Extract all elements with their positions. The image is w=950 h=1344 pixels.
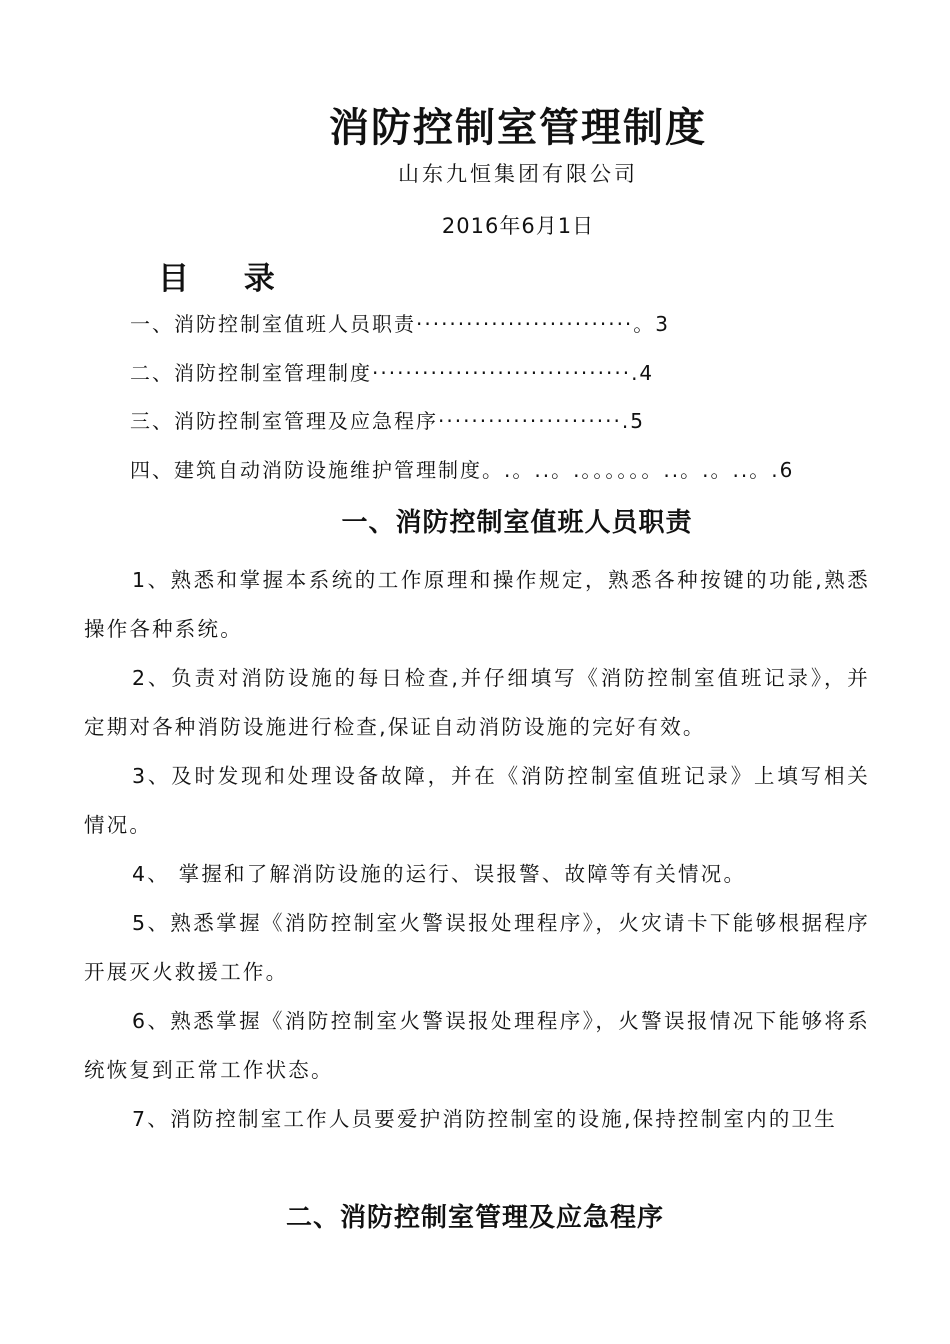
document-date: 2016年6月1日 bbox=[441, 214, 595, 238]
paragraph: 7、消防控制室工作人员要爱护消防控制室的设施,保持控制室内的卫生 bbox=[132, 1107, 837, 1131]
paragraph: 3、及时发现和处理设备故障，并在《消防控制室值班记录》上填写相关情况。 bbox=[84, 764, 870, 837]
paragraph: 5、熟悉掌握《消防控制室火警误报处理程序》，火灾请卡下能够根据程序开展灭火救援工作。 bbox=[84, 911, 870, 984]
toc-item: 四、建筑自动消防设施维护管理制度。.。..。.。。。。。。..。.。..。.6 bbox=[130, 457, 795, 482]
paragraph: 6、熟悉掌握《消防控制室火警误报处理程序》，火警误报情况下能够将系统恢复到正常工作状态。 bbox=[84, 1009, 870, 1082]
company-name: 山东九恒集团有限公司 bbox=[398, 162, 638, 186]
table-of-contents bbox=[130, 306, 890, 500]
document-title: 消防控制室管理制度 bbox=[329, 104, 707, 151]
toc-heading: 目 录 bbox=[158, 261, 297, 297]
toc-item: 二、消防控制室管理制度·······························.4 bbox=[130, 360, 655, 385]
section-heading: 二、消防控制室管理及应急程序 bbox=[285, 1203, 664, 1233]
toc-item: 三、消防控制室管理及应急程序······················.5 bbox=[130, 409, 645, 433]
toc-item: 一、消防控制室值班人员职责··························。3 bbox=[130, 312, 671, 336]
paragraph: 2、负责对消防设施的每日检查,并仔细填写《消防控制室值班记录》，并定期对各种消防设施进行检查,保证自动消防设施的完好有效。 bbox=[84, 666, 870, 739]
section-body bbox=[84, 556, 870, 1144]
section-heading: 一、消防控制室值班人员职责 bbox=[341, 508, 693, 538]
paragraph: 1、熟悉和掌握本系统的工作原理和操作规定，熟悉各种按键的功能,熟悉操作各种系统。 bbox=[84, 568, 870, 641]
paragraph: 4、 掌握和了解消防设施的运行、误报警、故障等有关情况。 bbox=[132, 862, 747, 886]
